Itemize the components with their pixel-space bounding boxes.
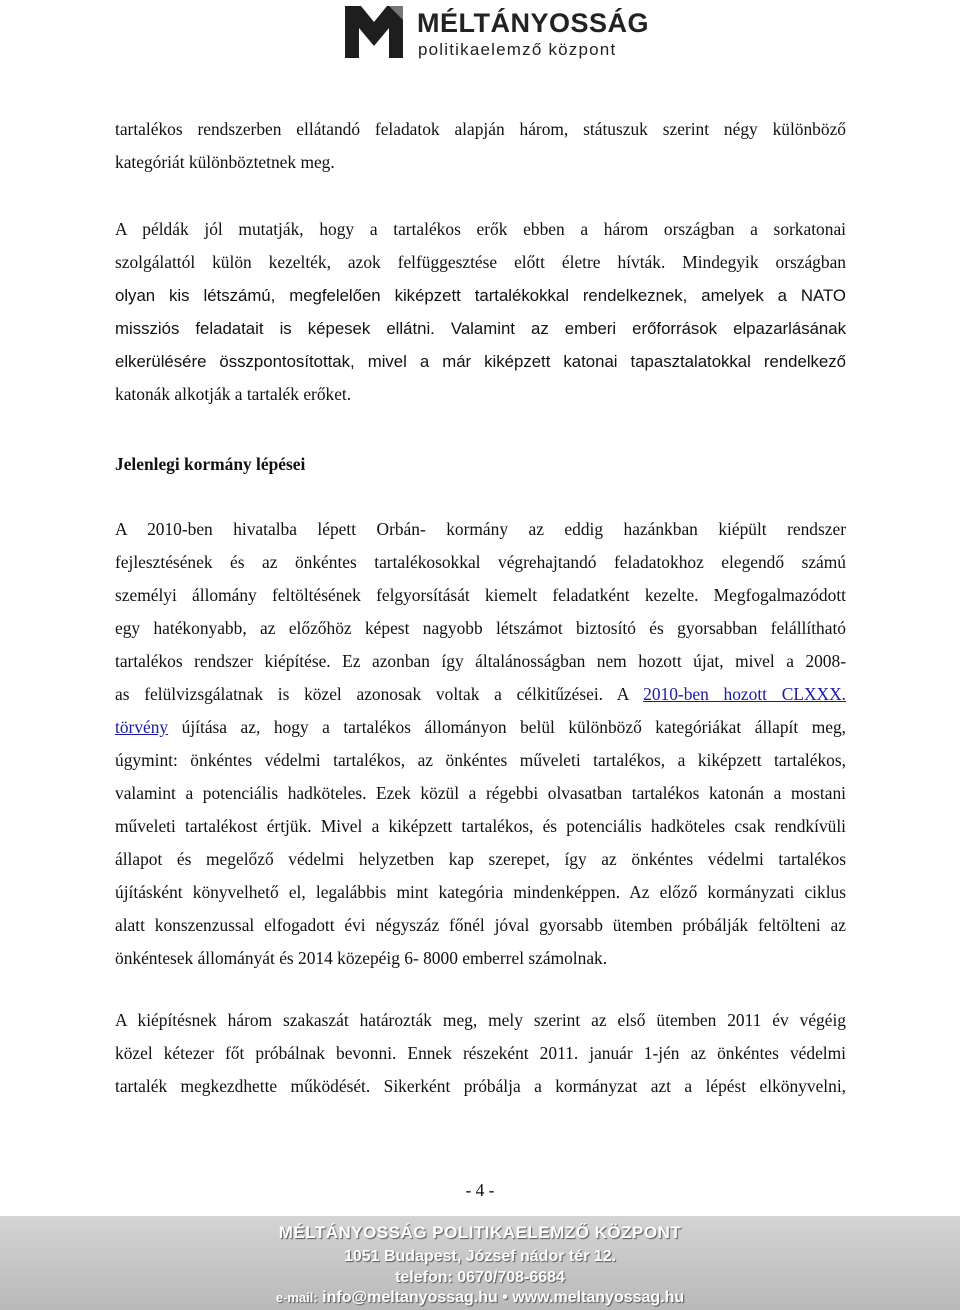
paragraph-1	[115, 113, 846, 179]
text-line	[115, 678, 846, 711]
text-line: egy hatékonyabb, az előzőhöz képest nagyobb létszámot biztosító és gyorsabban felállítható	[115, 618, 846, 638]
text-line: újításként könyvelhető el, legalábbis mint kategória mindenképpen. Az előző kormányzati ciklus	[115, 882, 846, 902]
text-line	[115, 711, 846, 744]
text-line: elkerülésére összpontosítottak, mivel a már kiképzett katonai tapasztalatokkal rendelkező	[115, 352, 846, 371]
text-line: valamint a potenciális hadköteles. Ezek közül a régebbi olvasatban tartalékos katonán a mostani	[115, 783, 846, 803]
page-number: - 4 -	[465, 1180, 495, 1200]
text-line: személyi állomány feltöltésének felgyorsítását kiemelt feladatként kezelte. Megfogalmazódott	[115, 585, 846, 605]
text-line: kategóriát különböztetnek meg.	[115, 152, 335, 172]
text-line: fejlesztésének és az önkéntes tartalékosokkal végrehajtandó feladatokhoz elegendő számú	[115, 552, 846, 572]
text-line: tartalékos rendszer kiépítése. Ez azonban így általánosságban nem hozott újat, mivel a 2008-	[115, 651, 846, 671]
text-line: olyan kis létszámú, megfelelően kiképzett tartalékokkal rendelkeznek, amelyek a NATO	[115, 286, 846, 305]
text-fragment: újítása az, hogy a tartalékos állományon belül különböző kategóriákat állapít meg,	[168, 717, 846, 737]
text-line: A példák jól mutatják, hogy a tartalékos erők ebben a három országban a sorkatonai	[115, 219, 846, 239]
logo-title: MÉLTÁNYOSSÁG	[417, 8, 650, 38]
page-footer	[0, 1216, 960, 1310]
footer-email-label: e-mail:	[275, 1290, 318, 1305]
text-line: szolgálattól külön kezelték, azok felfüggesztése előtt életre hívták. Mindegyik országban	[115, 252, 846, 272]
header-logo	[345, 6, 650, 61]
text-line: önkéntesek állományát és 2014 közepéig 6- 8000 emberrel számolnak.	[115, 948, 608, 968]
text-line: állapot és megelőző védelmi helyzetben kap szerepet, így az önkéntes védelmi tartalékos	[115, 849, 846, 869]
paragraph-3	[115, 513, 846, 975]
section-heading: Jelenlegi kormány lépései	[115, 454, 306, 474]
footer-contact	[0, 1289, 960, 1307]
text-line: A kiépítésnek három szakaszát határozták meg, mely szerint az első ütemben 2011 év végéig	[115, 1010, 846, 1030]
text-line: missziós feladatait is képesek ellátni. Valamint az emberi erőforrások elpazarlásának	[115, 319, 846, 338]
footer-address: 1051 Budapest, József nádor tér 12.	[343, 1248, 617, 1265]
text-line: A 2010-ben hivatalba lépett Orbán- kormány az eddig hazánkban kiépült rendszer	[115, 519, 846, 539]
text-line: műveleti tartalékost értjük. Mivel a kiképzett tartalékos, és potenciális hadköteles csak rendkívüli	[115, 816, 846, 836]
footer-email-web[interactable]: info@meltanyossag.hu • www.meltanyossag.hu	[322, 1289, 685, 1306]
paragraph-2	[115, 213, 846, 411]
paragraph-4	[115, 1004, 846, 1103]
text-line: úgymint: önkéntes védelmi tartalékos, az önkéntes műveleti tartalékos, a kiképzett tartalékos,	[115, 750, 846, 770]
text-line: közel kétezer főt próbálnak bevonni. Ennek részeként 2011. január 1-jén az önkéntes védelmi	[115, 1043, 846, 1063]
logo-subtitle: politikaelemző központ	[418, 40, 617, 59]
law-link[interactable]: 2010-ben hozott CLXXX.	[643, 684, 846, 704]
footer-phone: telefon: 0670/708-6684	[395, 1269, 565, 1286]
text-line: tartalékos rendszerben ellátandó feladatok alapján három, státuszuk szerint négy különböző	[115, 119, 846, 139]
text-line: katonák alkotják a tartalék erőket.	[115, 384, 352, 404]
logo-mark-icon	[345, 6, 403, 58]
text-fragment: as felülvizsgálatnak is közel azonosak voltak a célkitűzései. A	[115, 684, 644, 704]
law-link-continued[interactable]: törvény	[115, 717, 169, 737]
text-line: tartalék megkezdhette működését. Sikerként próbálja a kormányzat azt a lépést elkönyvelni,	[115, 1076, 846, 1096]
footer-org-name: MÉLTÁNYOSSÁG POLITIKAELEMZŐ KÖZPONT	[278, 1223, 682, 1242]
text-line: alatt konszenzussal elfogadott évi négyszáz főnél jóval gyorsabb ütemben próbálják feltölteni az	[115, 915, 846, 935]
